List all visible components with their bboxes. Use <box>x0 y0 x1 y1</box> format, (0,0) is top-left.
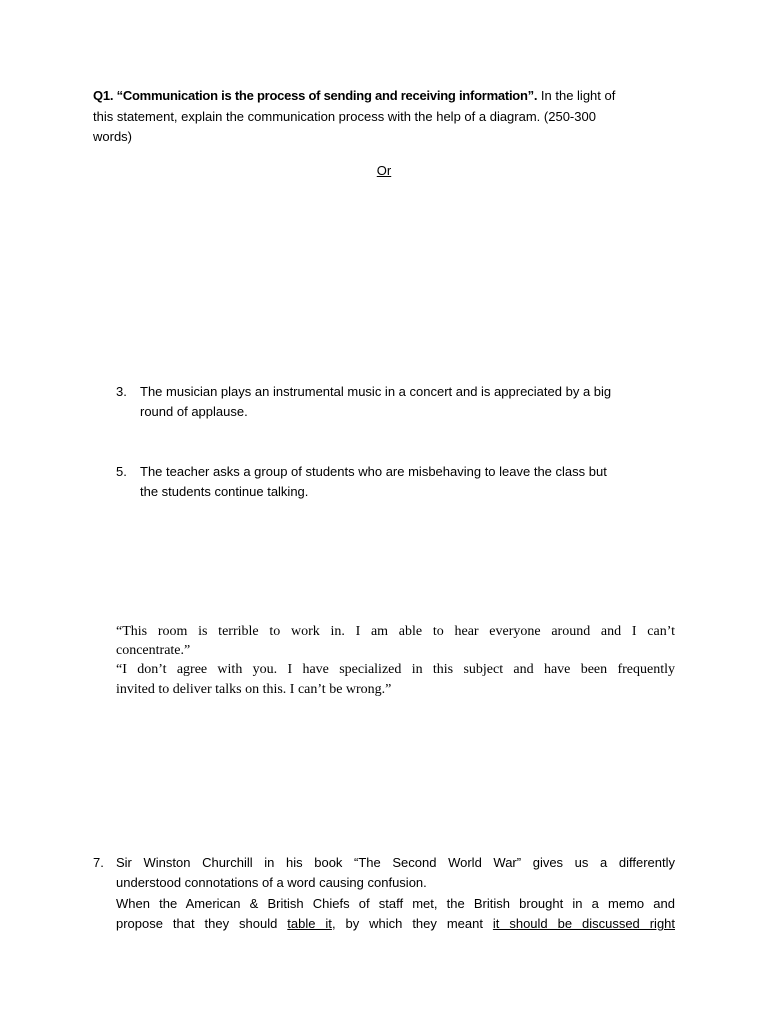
or-label: Or <box>376 163 392 178</box>
question-1-line-3: words) <box>93 129 133 144</box>
or-separator <box>0 161 768 181</box>
underlined-phrase-discussed: it should be discussed right <box>492 916 676 931</box>
item-7-line-3: When the American & British Chiefs of staff met, the British brought in a memo and <box>116 896 675 911</box>
dialogue-line-2: concentrate.” <box>116 643 191 658</box>
question-1-line-2: this statement, explain the communication process with the help of a diagram. (250-300 <box>93 109 596 124</box>
item-7-line-4 <box>116 914 675 934</box>
dialogue-line-1: “This room is terrible to work in. I am able to hear everyone around and I can’t <box>116 624 675 639</box>
item-3-line-2: round of applause. <box>140 404 248 419</box>
question-1-line-1-text: In the light of <box>537 88 616 103</box>
item-7-line-1: Sir Winston Churchill in his book “The Second World War” gives us a differently <box>116 855 675 870</box>
item-5-number: 5. <box>116 464 127 479</box>
item-7-number: 7. <box>93 855 104 870</box>
item-3-line-1: The musician plays an instrumental music in a concert and is appreciated by a big <box>140 384 612 399</box>
dialogue-line-4: invited to deliver talks on this. I can’t be wrong.” <box>116 682 392 697</box>
item-5-line-1: The teacher asks a group of students who are misbehaving to leave the class but <box>140 464 607 479</box>
item-5-line-2: the students continue talking. <box>140 484 309 499</box>
question-1-line-1 <box>93 86 615 106</box>
item-7-line-2: understood connotations of a word causing confusion. <box>116 875 427 890</box>
dialogue-line-3: “I don’t agree with you. I have specialized in this subject and have been frequently <box>116 662 675 677</box>
question-1-heading: Q1. “Communication is the process of sending and receiving information”. <box>93 88 538 103</box>
item-7-line-4-middle: , by which they meant <box>331 916 493 931</box>
item-7-line-4-start: propose that they should <box>116 916 288 931</box>
underlined-phrase-table-it: table it <box>287 916 332 931</box>
item-3-number: 3. <box>116 384 127 399</box>
